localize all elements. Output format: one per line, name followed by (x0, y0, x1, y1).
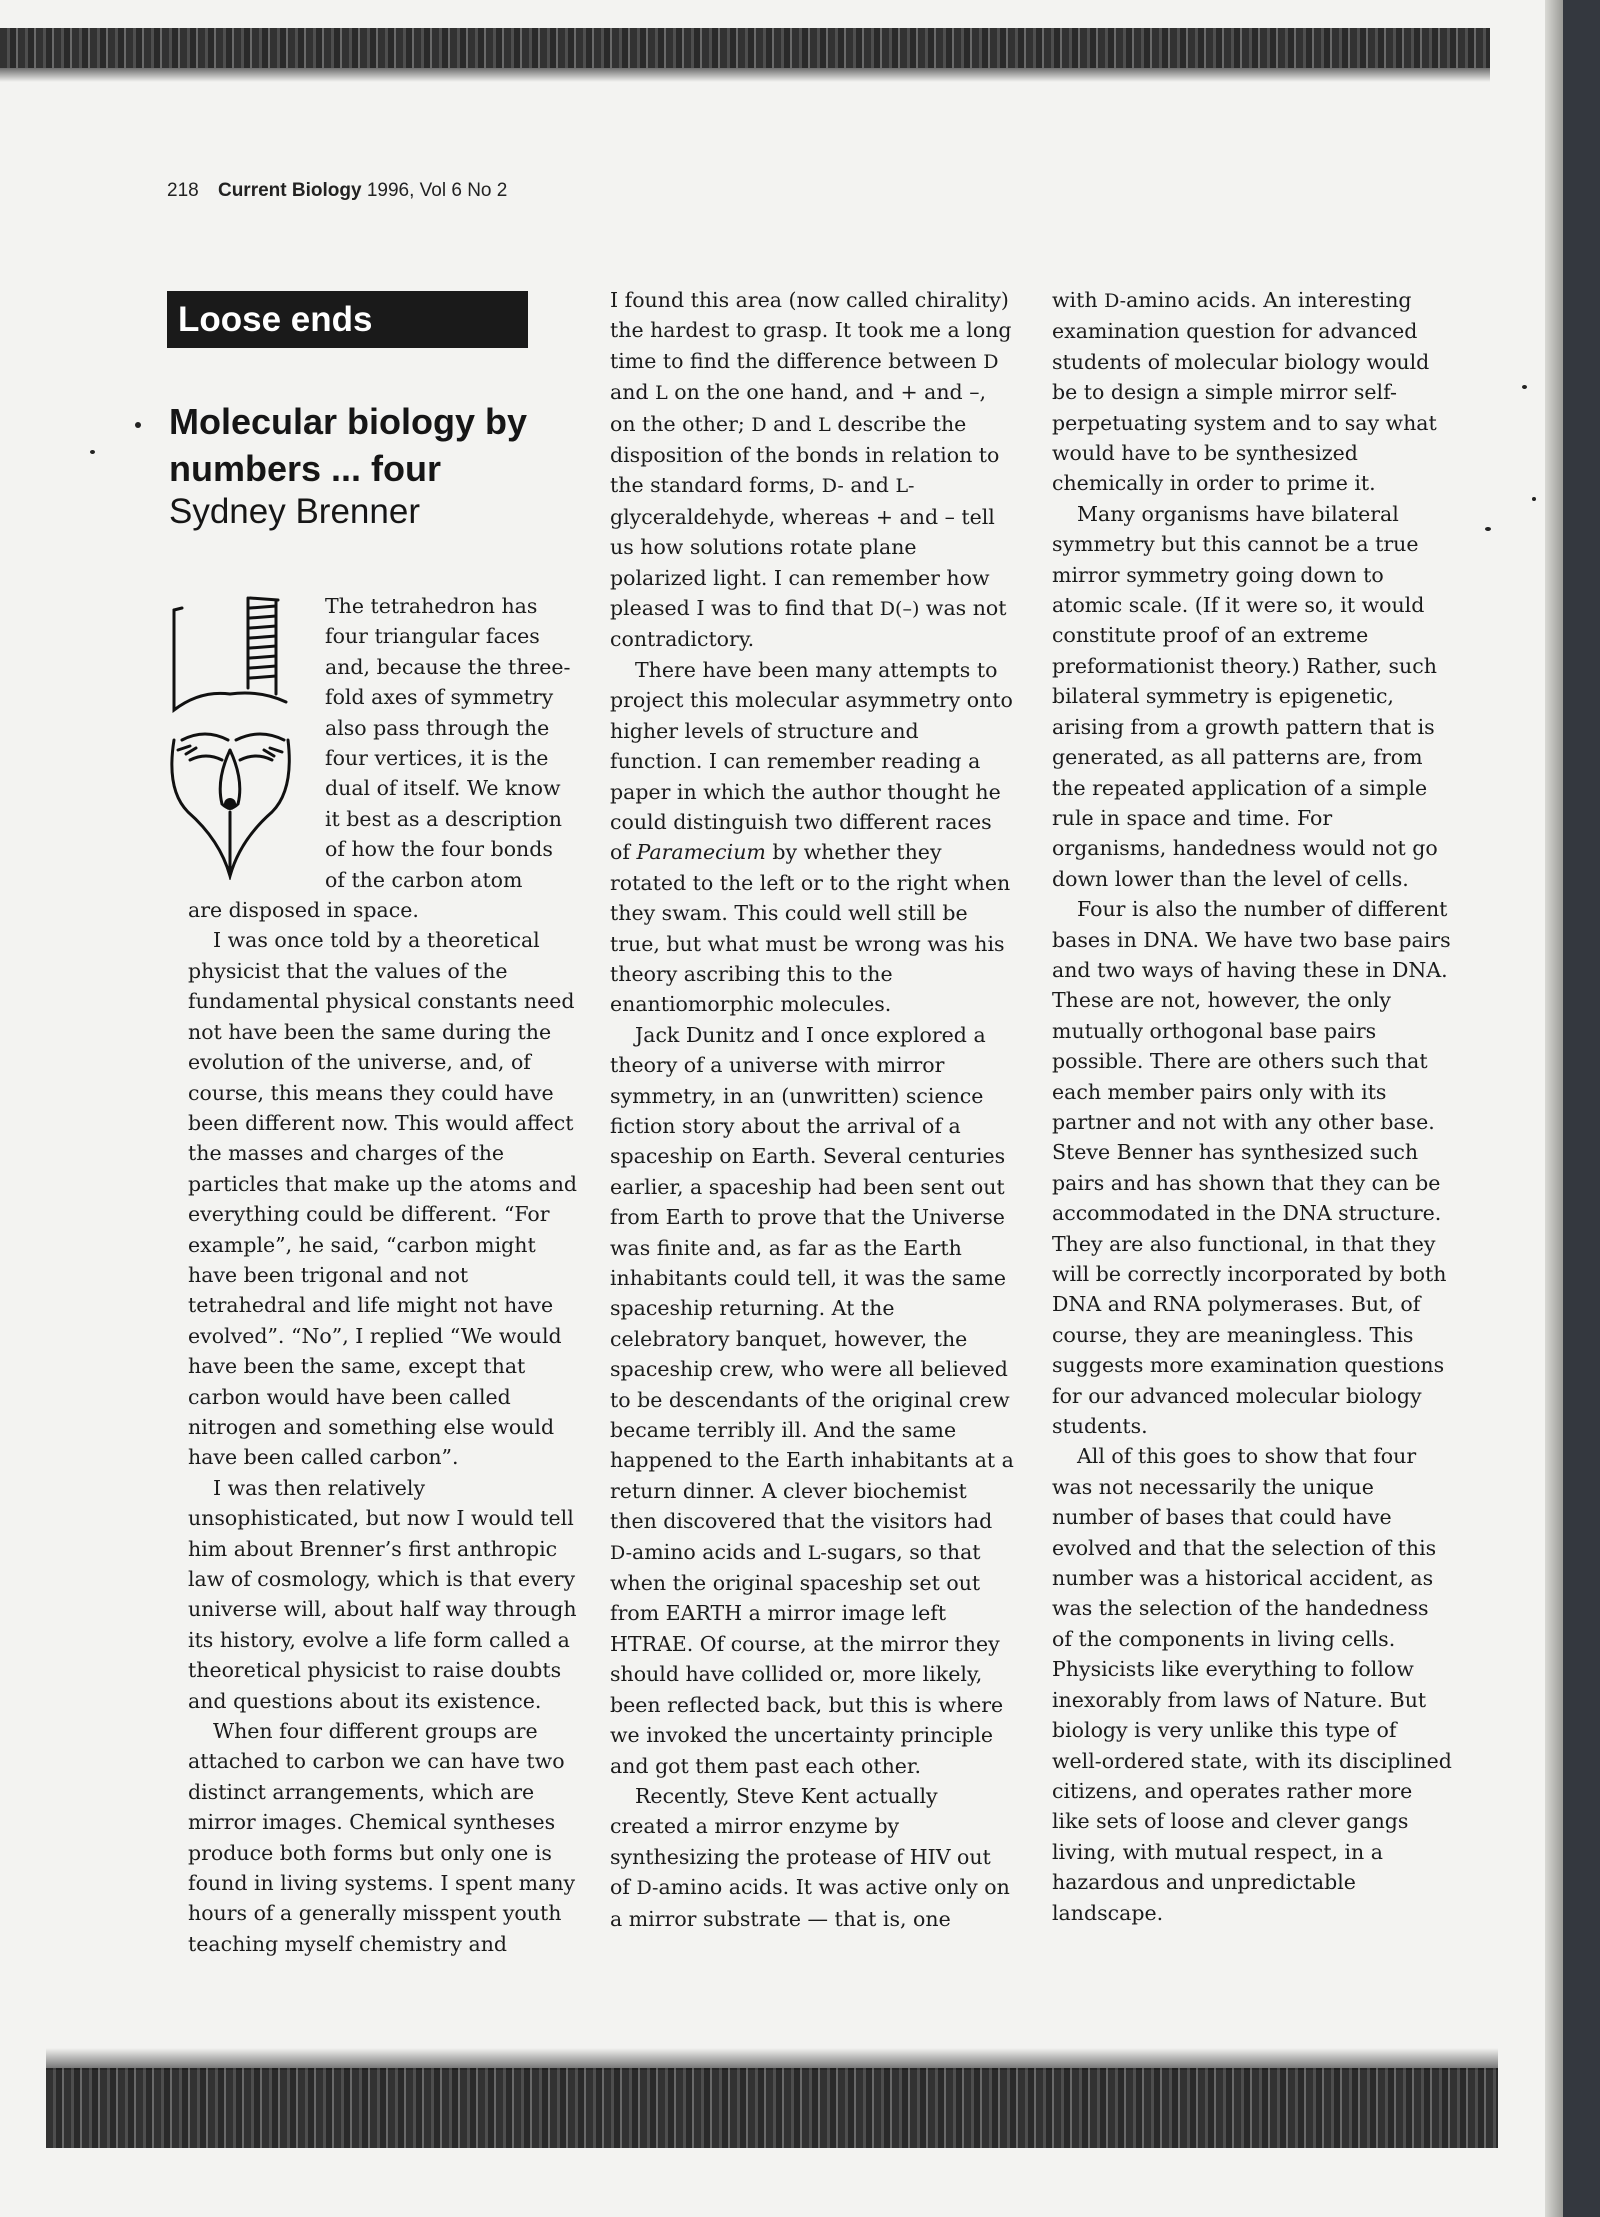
scan-shadow-top (0, 28, 1490, 72)
paragraph: The tetrahedron has four triangular faces and, because the three-fold axes of symmetry also pass through the four vertices, it is the dual of itself. We know it best as a description of how the four bonds of the carbon atom (325, 594, 571, 892)
paragraph: I was then relatively unsophisticated, but now I would tell him about Brenner’s first anthropic law of cosmology, which is that every universe will, about half way through its history, evolve a life form called a theoretical physicist to raise doubts and questions about its existence. (188, 1475, 577, 1713)
paragraph: I found this area (now called chirality) the hardest to grasp. It took me a long time to find the difference between D and L on the one hand, and + and –, on the other; D and L describe the disposition of the bonds in relation to the standard forms, D- and L-glyceraldehyde, whereas + and – tell us how solutions rotate plane polarized light. I can remember how pleased I was to find that D(–) was not contradictory. (610, 288, 1012, 652)
column-2 (610, 285, 1015, 1934)
page-edge (1545, 0, 1563, 2217)
paragraph: Four is also the number of different bases in DNA. We have two base pairs and two ways of having these in DNA. These are not, however, the only mutually orthogonal base pairs possible. There are others such that each member pairs only with its partner and not with any other base. Steve Benner has synthesized such pairs and has shown that they can be accommodated in the DNA structure. They are also functional, in that they will be correctly incorporated by both DNA and RNA polymerases. But, of course, they are meaningless. This suggests more examination questions for our advanced molecular biology students. (1052, 897, 1451, 1439)
paragraph: with D-amino acids. An interesting examination question for advanced students of molecular biology would be to design a simple mirror self-perpetuating system and to say what would have to be synthesized chemically in order to prime it. (1052, 288, 1437, 496)
running-head (167, 180, 507, 202)
column-1 (188, 591, 578, 1959)
scan-shadow-bottom (46, 2068, 1498, 2148)
paragraph: All of this goes to show that four was not necessarily the unique number of bases that could have evolved and that the selection of this number was a historical accident, as was the selection of the handedness of the components in living cells. Physicists like everything to follow inexorably from laws of Nature. But biology is very unlike this type of well-ordered state, with its disciplined citizens, and operates rather more like sets of loose and clever gangs living, with mutual respect, in a hazardous and unpredictable landscape. (1052, 1444, 1452, 1925)
paragraph: I was once told by a theoretical physicist that the values of the fundamental physical constants need not have been the same during the evolution of the universe, and, of course, this means they could have been different now. This would affect the masses and charges of the particles that make up the atoms and everything could be different. “For example”, he said, “carbon might have been trigonal and not tetrahedral and life might not have evolved”. “No”, I replied “We would have been the same, except that carbon would have been called nitrogen and something else would have been called carbon”. (188, 928, 578, 1470)
article-title: Molecular biology by numbers ... four (169, 401, 528, 489)
column-3 (1052, 285, 1452, 1928)
paragraph: are disposed in space. (188, 898, 419, 923)
paragraph: There have been many attempts to project this molecular asymmetry onto higher levels of structure and function. I can remember reading a paper in which the author thought he could distinguish two different races of Paramecium by whether they rotated to the left or to the right when they swam. This could well still be true, but what must be wrong was his theory ascribing this to the enantiomorphic molecules. (610, 657, 1013, 1017)
section-label: Loose ends (167, 291, 528, 348)
journal-name: Current Biology (217, 180, 362, 201)
paragraph: Recently, Steve Kent actually created a mirror enzyme by synthesizing the protease of HIV out of D-amino acids. It was active only on a mirror substrate — that is, one (610, 1783, 1010, 1931)
article-author: Sydney Brenner (169, 492, 420, 531)
paragraph: Jack Dunitz and I once explored a theory of a universe with mirror symmetry, in an (unwritten) science fiction story about the arrival of a spaceship on Earth. Several centuries earlier, a spaceship had been sent out from Earth to prove that the Universe was finite and, as far as the Earth inhabitants could tell, it was the same spaceship returning. At the celebratory banquet, however, the spaceship crew, who were all believed to be descendants of the original crew became terribly ill. And the same happened to the Earth inhabitants at a return dinner. A clever biochemist then discovered that the visitors had D-amino acids and L-sugars, so that when the original spaceship set out from EARTH a mirror image left HTRAE. Of course, at the mirror they should have collided or, more likely, been reflected back, but this is where we invoked the uncertainty principle and got them past each other. (610, 1022, 1014, 1778)
issue-info: 1996, Vol 6 No 2 (366, 180, 508, 201)
page-number: 218 (167, 180, 199, 201)
paragraph: Many organisms have bilateral symmetry but this cannot be a true mirror symmetry going down to atomic scale. (If it were so, it would constitute proof of an extreme preformationist theory.) Rather, such bilateral symmetry is epigenetic, arising from a growth pattern that is generated, as all patterns are, from the repeated application of a simple rule in space and time. For organisms, handedness would not go down lower than the level of cells. (1052, 501, 1438, 891)
paragraph: When four different groups are attached to carbon we can have two distinct arrangements, which are mirror images. Chemical syntheses produce both forms but only one is found in living systems. I spent many hours of a generally misspent youth teaching myself chemistry and (188, 1719, 576, 1956)
